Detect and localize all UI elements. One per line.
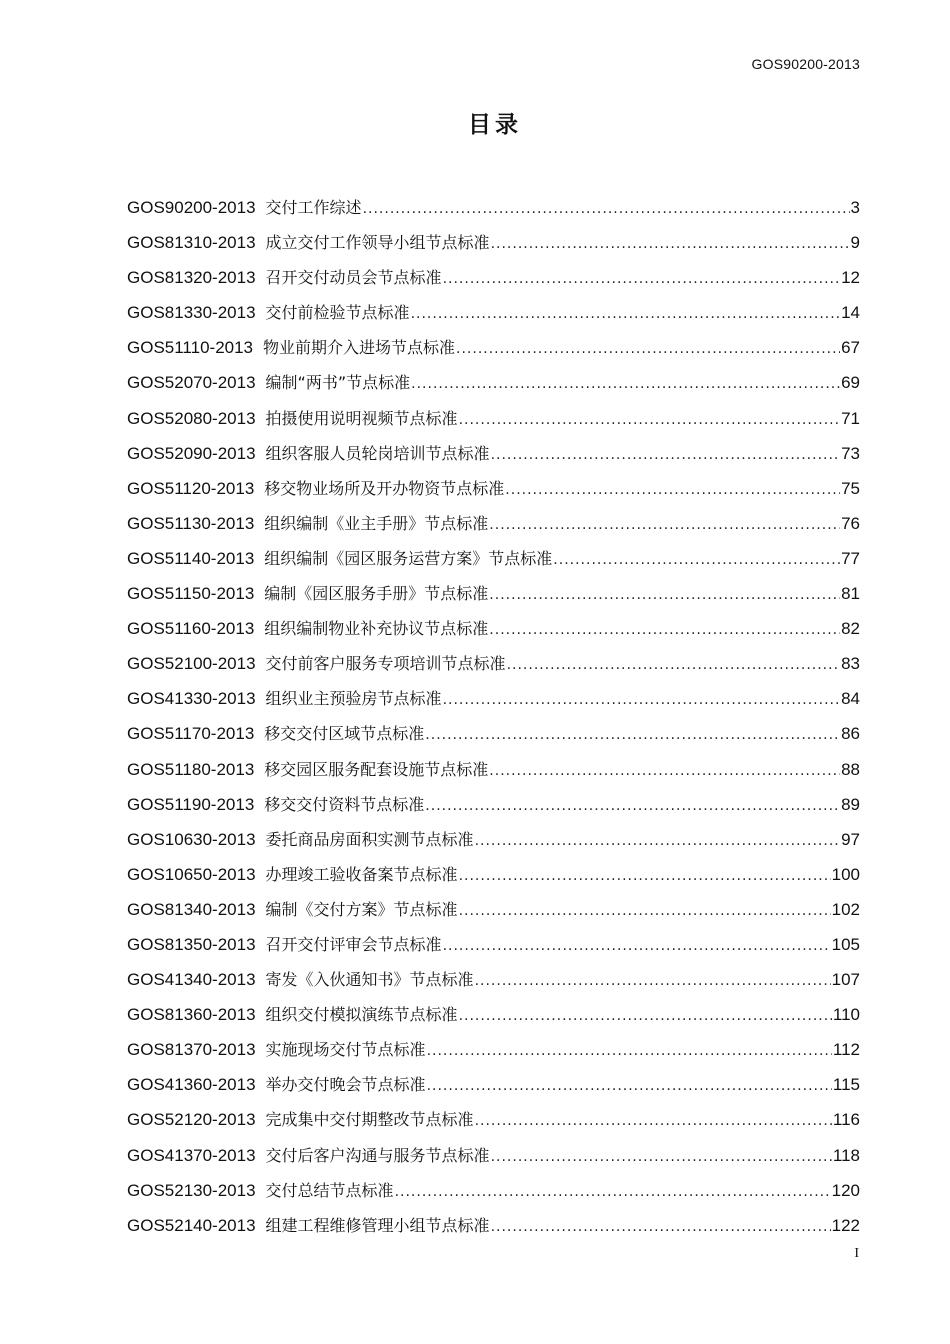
toc-entry-code: GOS52130-2013: [127, 1180, 256, 1200]
toc-entry-code: GOS52140-2013: [127, 1215, 256, 1235]
toc-entry-title: 组织交付模拟演练节点标准: [265, 1005, 458, 1025]
toc-dot-leader: [489, 583, 840, 607]
toc-dot-leader: [491, 1215, 831, 1239]
toc-dot-leader: [475, 829, 841, 853]
toc-dot-leader: [425, 794, 840, 818]
toc-entry-title: 组建工程维修管理小组节点标准: [265, 1215, 490, 1235]
toc-dot-leader: [507, 653, 841, 677]
toc-entry[interactable]: [127, 231, 860, 266]
toc-entry[interactable]: [127, 407, 860, 442]
toc-entry-page: 12: [841, 268, 860, 288]
toc-entry-code: GOS41360-2013: [127, 1075, 256, 1095]
toc-entry-code: GOS81350-2013: [127, 934, 256, 954]
toc-entry[interactable]: [127, 1108, 860, 1143]
toc-entry[interactable]: [127, 793, 860, 828]
toc-entry-title: 编制《园区服务手册》节点标准: [264, 584, 489, 604]
toc-dot-leader: [443, 267, 841, 291]
toc-entry-page: 118: [832, 1145, 860, 1165]
toc-entry[interactable]: [127, 442, 860, 477]
toc-dot-leader: [459, 408, 841, 432]
toc-entry-page: 116: [832, 1110, 860, 1130]
toc-entry-page: 105: [831, 934, 860, 954]
toc-dot-leader: [443, 934, 831, 958]
toc-dot-leader: [553, 548, 840, 572]
toc-entry-code: GOS51160-2013: [127, 619, 255, 639]
toc-entry[interactable]: [127, 1144, 860, 1179]
toc-entry-page: 82: [841, 619, 860, 639]
toc-entry-title: 组织编制《园区服务运营方案》节点标准: [264, 548, 553, 568]
toc-entry-page: 76: [841, 513, 860, 533]
toc-dot-leader: [475, 969, 831, 993]
toc-entry-code: GOS51140-2013: [127, 548, 255, 568]
toc-entry-code: GOS81310-2013: [127, 233, 256, 253]
toc-dot-leader: [489, 618, 840, 642]
toc-entry[interactable]: [127, 512, 860, 547]
toc-entry[interactable]: [127, 1038, 860, 1073]
toc-entry-code: GOS52120-2013: [127, 1110, 256, 1130]
toc-entry-title: 寄发《入伙通知书》节点标准: [265, 970, 474, 990]
toc-dot-leader: [395, 1180, 831, 1204]
toc-dot-leader: [411, 302, 841, 326]
toc-entry-code: GOS51130-2013: [127, 513, 255, 533]
toc-entry-code: GOS51150-2013: [127, 584, 255, 604]
toc-entry-code: GOS81330-2013: [127, 303, 256, 323]
toc-entry-title: 组织业主预验房节点标准: [265, 689, 442, 709]
document-code: GOS90200-2013: [751, 56, 860, 72]
toc-entry-code: GOS52070-2013: [127, 373, 256, 393]
toc-entry-page: 83: [841, 654, 860, 674]
toc-entry-title: 举办交付晚会节点标准: [265, 1075, 426, 1095]
toc-entry-page: 84: [841, 689, 860, 709]
toc-entry[interactable]: [127, 336, 860, 371]
toc-dot-leader: [427, 1074, 832, 1098]
toc-entry-code: GOS51120-2013: [127, 478, 255, 498]
toc-entry-page: 14: [841, 303, 860, 323]
toc-entry-code: GOS41330-2013: [127, 689, 256, 709]
toc-entry-title: 编制“两书”节点标准: [265, 373, 411, 393]
toc-entry-code: GOS52090-2013: [127, 443, 256, 463]
toc-dot-leader: [505, 478, 840, 502]
table-of-contents: [127, 196, 860, 1249]
toc-entry-page: 89: [841, 794, 860, 814]
toc-dot-leader: [491, 443, 841, 467]
toc-entry-page: 86: [841, 724, 860, 744]
toc-entry-page: 102: [831, 899, 860, 919]
toc-entry-code: GOS81340-2013: [127, 899, 256, 919]
toc-entry[interactable]: [127, 301, 860, 336]
page-title: 目录: [468, 112, 522, 138]
toc-entry[interactable]: [127, 1003, 860, 1038]
toc-entry-title: 物业前期介入进场节点标准: [263, 338, 456, 358]
toc-entry-title: 召开交付动员会节点标准: [265, 268, 442, 288]
toc-dot-leader: [459, 864, 831, 888]
toc-dot-leader: [459, 899, 831, 923]
toc-entry-title: 交付前客户服务专项培训节点标准: [265, 654, 506, 674]
toc-entry-code: GOS81360-2013: [127, 1005, 256, 1025]
toc-dot-leader: [443, 688, 841, 712]
toc-entry[interactable]: [127, 863, 860, 898]
toc-entry-title: 移交物业场所及开办物资节点标准: [264, 478, 505, 498]
toc-entry-code: GOS10650-2013: [127, 864, 256, 884]
toc-dot-leader: [489, 759, 840, 783]
toc-entry-page: 67: [841, 338, 860, 358]
toc-entry-title: 实施现场交付节点标准: [265, 1040, 426, 1060]
toc-entry-page: 107: [831, 970, 860, 990]
toc-entry-title: 交付工作综述: [265, 198, 362, 217]
toc-dot-leader: [489, 513, 840, 537]
toc-dot-leader: [363, 197, 850, 221]
toc-entry-title: 交付后客户沟通与服务节点标准: [265, 1145, 490, 1165]
toc-entry-page: 3: [850, 198, 860, 217]
toc-dot-leader: [459, 1004, 832, 1028]
toc-entry-title: 完成集中交付期整改节点标准: [265, 1110, 474, 1130]
toc-entry[interactable]: [127, 371, 860, 406]
toc-entry[interactable]: [127, 933, 860, 968]
toc-entry-title: 移交交付资料节点标准: [264, 794, 425, 814]
toc-dot-leader: [491, 1145, 832, 1169]
toc-entry-title: 委托商品房面积实测节点标准: [265, 829, 474, 849]
toc-entry-page: 120: [831, 1180, 860, 1200]
toc-entry-page: 77: [841, 548, 860, 568]
toc-entry-page: 71: [841, 408, 860, 428]
toc-entry-page: 81: [841, 584, 860, 604]
toc-entry-title: 组织编制《业主手册》节点标准: [264, 513, 489, 533]
toc-entry[interactable]: [127, 968, 860, 1003]
toc-entry-title: 移交交付区域节点标准: [264, 724, 425, 744]
toc-entry[interactable]: [127, 266, 860, 301]
toc-entry[interactable]: [127, 898, 860, 933]
toc-entry[interactable]: [127, 722, 860, 757]
toc-entry[interactable]: [127, 582, 860, 617]
toc-entry-code: GOS41370-2013: [127, 1145, 256, 1165]
toc-entry-code: GOS51190-2013: [127, 794, 255, 814]
toc-entry-code: GOS51110-2013: [127, 338, 254, 358]
toc-entry-code: GOS90200-2013: [127, 198, 256, 217]
toc-entry-page: 110: [832, 1005, 860, 1025]
toc-entry-code: GOS51170-2013: [127, 724, 255, 744]
toc-entry-title: 组织编制物业补充协议节点标准: [264, 619, 489, 639]
toc-entry-title: 拍摄使用说明视频节点标准: [265, 408, 458, 428]
toc-entry-code: GOS81320-2013: [127, 268, 256, 288]
toc-entry-page: 69: [841, 373, 860, 393]
toc-entry-title: 编制《交付方案》节点标准: [265, 899, 458, 919]
toc-dot-leader: [427, 1039, 832, 1063]
toc-entry[interactable]: [127, 1073, 860, 1108]
toc-dot-leader: [491, 232, 850, 256]
toc-entry-page: 122: [831, 1215, 860, 1235]
toc-entry-page: 97: [841, 829, 860, 849]
toc-dot-leader: [411, 372, 840, 396]
page-number: I: [854, 1246, 859, 1261]
toc-entry-code: GOS41340-2013: [127, 970, 256, 990]
toc-dot-leader: [456, 337, 840, 361]
toc-entry-page: 112: [832, 1040, 860, 1060]
toc-entry-page: 73: [841, 443, 860, 463]
toc-entry[interactable]: [127, 687, 860, 722]
toc-entry-page: 88: [841, 759, 860, 779]
toc-entry[interactable]: [127, 1179, 860, 1214]
toc-entry-page: 115: [832, 1075, 860, 1095]
toc-entry-title: 成立交付工作领导小组节点标准: [265, 233, 490, 253]
toc-entry-title: 交付前检验节点标准: [265, 303, 410, 323]
toc-entry[interactable]: [127, 652, 860, 687]
toc-dot-leader: [425, 723, 840, 747]
toc-entry-title: 组织客服人员轮岗培训节点标准: [265, 443, 490, 463]
toc-entry[interactable]: [127, 758, 860, 793]
toc-entry-code: GOS52080-2013: [127, 408, 256, 428]
toc-entry-code: GOS10630-2013: [127, 829, 256, 849]
toc-entry[interactable]: [127, 547, 860, 582]
toc-entry-code: GOS81370-2013: [127, 1040, 256, 1060]
toc-dot-leader: [475, 1109, 832, 1133]
toc-entry[interactable]: [127, 828, 860, 863]
toc-entry-title: 办理竣工验收备案节点标准: [265, 864, 458, 884]
toc-entry-code: GOS52100-2013: [127, 654, 256, 674]
toc-entry[interactable]: [127, 617, 860, 652]
toc-entry-page: 100: [831, 864, 860, 884]
toc-entry-title: 召开交付评审会节点标准: [265, 934, 442, 954]
toc-entry-page: 75: [841, 478, 860, 498]
toc-entry-title: 移交园区服务配套设施节点标准: [264, 759, 489, 779]
toc-entry-code: GOS51180-2013: [127, 759, 255, 779]
toc-entry[interactable]: [127, 1214, 860, 1249]
toc-entry[interactable]: [127, 196, 860, 231]
toc-entry-title: 交付总结节点标准: [265, 1180, 394, 1200]
toc-entry-page: 9: [850, 233, 860, 253]
toc-entry[interactable]: [127, 477, 860, 512]
